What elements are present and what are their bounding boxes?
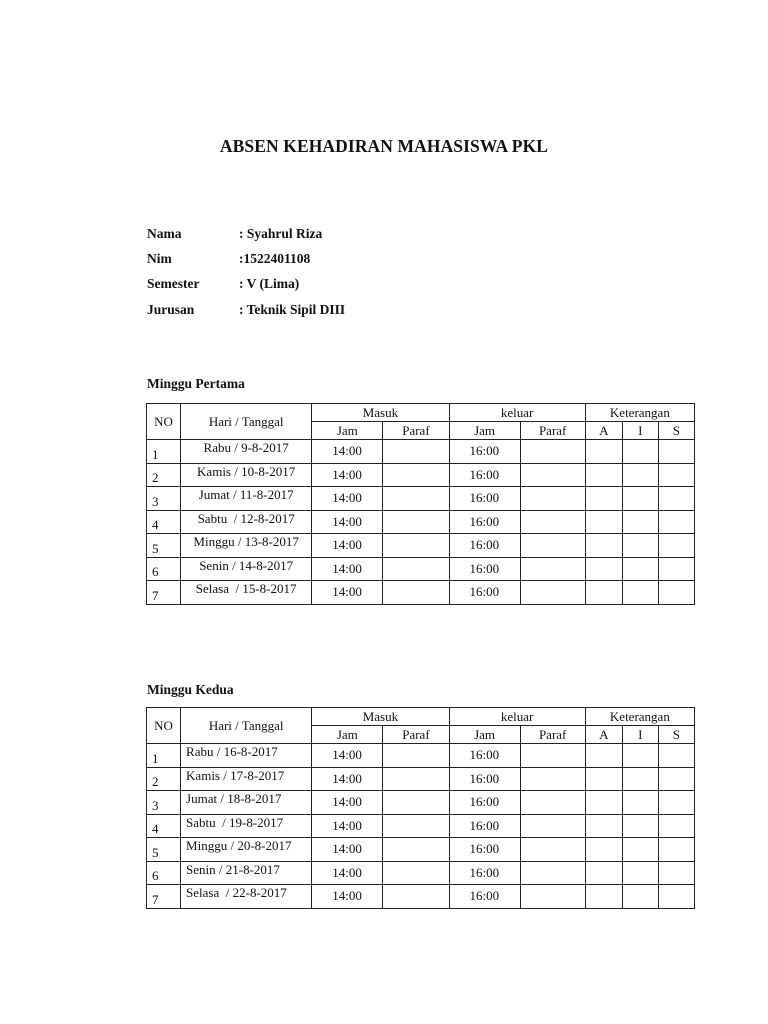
table-row [147, 861, 695, 885]
col-header-keluar-paraf: Paraf [520, 726, 585, 744]
col-header-a: A [585, 422, 622, 440]
row-s [658, 744, 694, 768]
row-out-signature [520, 861, 585, 885]
row-in-time: 14:00 [312, 744, 383, 768]
table-header-row [147, 404, 695, 422]
row-date: Rabu / 16-8-2017 [181, 744, 312, 768]
row-in-time: 14:00 [312, 861, 383, 885]
row-a [585, 744, 622, 768]
row-s [658, 581, 694, 605]
row-s [658, 487, 694, 511]
table-row [147, 814, 695, 838]
row-out-signature [520, 487, 585, 511]
table-row [147, 791, 695, 815]
row-in-signature [383, 463, 449, 487]
row-no: 2 [147, 767, 181, 791]
table-row [147, 487, 695, 511]
info-label: Nim [147, 251, 172, 266]
col-header-s: S [658, 726, 694, 744]
row-date: Jumat / 11-8-2017 [181, 487, 312, 511]
row-i [622, 838, 658, 862]
row-out-signature [520, 440, 585, 464]
row-out-time: 16:00 [449, 510, 520, 534]
row-i [622, 534, 658, 558]
week-1-heading: Minggu Pertama [147, 376, 245, 391]
row-out-time: 16:00 [449, 814, 520, 838]
row-date: Minggu / 13-8-2017 [181, 534, 312, 558]
row-in-signature [383, 534, 449, 558]
table-row [147, 534, 695, 558]
row-out-time: 16:00 [449, 838, 520, 862]
row-a [585, 557, 622, 581]
table-row [147, 557, 695, 581]
col-header-keluar-jam: Jam [449, 726, 520, 744]
row-in-time: 14:00 [312, 581, 383, 605]
table-row [147, 463, 695, 487]
row-s [658, 510, 694, 534]
col-header-masuk: Masuk [312, 708, 449, 726]
row-i [622, 814, 658, 838]
col-header-masuk-jam: Jam [312, 726, 383, 744]
table-row [147, 744, 695, 768]
row-in-time: 14:00 [312, 487, 383, 511]
table-row [147, 581, 695, 605]
row-out-time: 16:00 [449, 744, 520, 768]
info-value: : V (Lima) [239, 276, 300, 291]
row-i [622, 487, 658, 511]
row-a [585, 534, 622, 558]
row-out-signature [520, 581, 585, 605]
week-2-heading: Minggu Kedua [147, 682, 234, 697]
row-out-signature [520, 767, 585, 791]
col-header-i: I [622, 422, 658, 440]
row-s [658, 767, 694, 791]
row-in-time: 14:00 [312, 463, 383, 487]
row-i [622, 510, 658, 534]
info-value: : Syahrul Riza [239, 226, 323, 241]
row-out-time: 16:00 [449, 861, 520, 885]
row-no: 4 [147, 814, 181, 838]
row-no: 6 [147, 557, 181, 581]
row-date: Sabtu / 19-8-2017 [181, 814, 312, 838]
table-row [147, 440, 695, 464]
row-in-signature [383, 487, 449, 511]
row-in-signature [383, 581, 449, 605]
row-s [658, 885, 694, 909]
row-i [622, 463, 658, 487]
row-in-time: 14:00 [312, 440, 383, 464]
row-a [585, 885, 622, 909]
info-value: : Teknik Sipil DIII [239, 302, 346, 317]
row-in-time: 14:00 [312, 791, 383, 815]
row-a [585, 487, 622, 511]
col-header-masuk-paraf: Paraf [383, 422, 449, 440]
row-out-time: 16:00 [449, 463, 520, 487]
row-in-signature [383, 440, 449, 464]
row-i [622, 744, 658, 768]
row-out-signature [520, 791, 585, 815]
table-row [147, 767, 695, 791]
row-a [585, 791, 622, 815]
info-label: Semester [147, 276, 200, 291]
row-out-time: 16:00 [449, 767, 520, 791]
col-header-keluar: keluar [449, 708, 585, 726]
row-date: Senin / 14-8-2017 [181, 557, 312, 581]
row-out-signature [520, 557, 585, 581]
row-a [585, 767, 622, 791]
col-header-keluar-paraf: Paraf [520, 422, 585, 440]
row-in-time: 14:00 [312, 885, 383, 909]
row-i [622, 581, 658, 605]
row-s [658, 838, 694, 862]
col-header-day-date: Hari / Tanggal [181, 708, 312, 744]
row-out-signature [520, 510, 585, 534]
row-in-signature [383, 744, 449, 768]
row-no: 6 [147, 861, 181, 885]
col-header-no: NO [147, 708, 181, 744]
table-header-row [147, 708, 695, 726]
row-s [658, 534, 694, 558]
row-out-time: 16:00 [449, 534, 520, 558]
col-header-keterangan: Keterangan [585, 404, 694, 422]
row-a [585, 814, 622, 838]
row-in-signature [383, 861, 449, 885]
row-no: 2 [147, 463, 181, 487]
page-title: ABSEN KEHADIRAN MAHASISWA PKL [219, 136, 549, 156]
row-in-signature [383, 510, 449, 534]
row-in-signature [383, 814, 449, 838]
row-date: Kamis / 17-8-2017 [181, 767, 312, 791]
col-header-a: A [585, 726, 622, 744]
row-in-signature [383, 557, 449, 581]
col-header-s: S [658, 422, 694, 440]
row-in-signature [383, 838, 449, 862]
row-date: Selasa / 15-8-2017 [181, 581, 312, 605]
row-i [622, 557, 658, 581]
col-header-i: I [622, 726, 658, 744]
row-out-signature [520, 814, 585, 838]
row-in-time: 14:00 [312, 814, 383, 838]
table-row [147, 510, 695, 534]
row-i [622, 885, 658, 909]
row-in-time: 14:00 [312, 767, 383, 791]
row-a [585, 581, 622, 605]
row-s [658, 440, 694, 464]
row-s [658, 791, 694, 815]
row-date: Kamis / 10-8-2017 [181, 463, 312, 487]
row-no: 3 [147, 791, 181, 815]
row-no: 5 [147, 838, 181, 862]
row-out-time: 16:00 [449, 885, 520, 909]
row-out-time: 16:00 [449, 557, 520, 581]
attendance-table-week-2 [146, 707, 695, 909]
row-date: Minggu / 20-8-2017 [181, 838, 312, 862]
row-out-signature [520, 744, 585, 768]
row-a [585, 440, 622, 464]
row-date: Senin / 21-8-2017 [181, 861, 312, 885]
row-i [622, 767, 658, 791]
row-a [585, 838, 622, 862]
col-header-day-date: Hari / Tanggal [181, 404, 312, 440]
row-out-signature [520, 463, 585, 487]
row-no: 3 [147, 487, 181, 511]
row-s [658, 557, 694, 581]
row-in-time: 14:00 [312, 534, 383, 558]
row-out-signature [520, 885, 585, 909]
row-out-time: 16:00 [449, 440, 520, 464]
col-header-no: NO [147, 404, 181, 440]
col-header-keluar-jam: Jam [449, 422, 520, 440]
row-no: 7 [147, 885, 181, 909]
row-out-time: 16:00 [449, 791, 520, 815]
info-value: :1522401108 [239, 251, 311, 266]
row-in-time: 14:00 [312, 838, 383, 862]
row-out-signature [520, 838, 585, 862]
row-date: Selasa / 22-8-2017 [181, 885, 312, 909]
attendance-table-week-1 [146, 403, 695, 605]
row-no: 7 [147, 581, 181, 605]
row-a [585, 463, 622, 487]
row-i [622, 791, 658, 815]
info-label: Jurusan [147, 302, 195, 317]
col-header-masuk: Masuk [312, 404, 449, 422]
row-date: Sabtu / 12-8-2017 [181, 510, 312, 534]
row-in-signature [383, 767, 449, 791]
info-label: Nama [147, 226, 182, 241]
row-s [658, 463, 694, 487]
col-header-masuk-paraf: Paraf [383, 726, 449, 744]
row-i [622, 861, 658, 885]
row-in-time: 14:00 [312, 510, 383, 534]
row-out-signature [520, 534, 585, 558]
row-out-time: 16:00 [449, 487, 520, 511]
row-i [622, 440, 658, 464]
table-row [147, 838, 695, 862]
row-a [585, 510, 622, 534]
row-in-signature [383, 885, 449, 909]
row-s [658, 861, 694, 885]
row-date: Jumat / 18-8-2017 [181, 791, 312, 815]
row-no: 1 [147, 744, 181, 768]
row-date: Rabu / 9-8-2017 [181, 440, 312, 464]
col-header-keterangan: Keterangan [585, 708, 694, 726]
row-no: 1 [147, 440, 181, 464]
row-in-signature [383, 791, 449, 815]
col-header-keluar: keluar [449, 404, 585, 422]
row-no: 5 [147, 534, 181, 558]
row-out-time: 16:00 [449, 581, 520, 605]
row-in-time: 14:00 [312, 557, 383, 581]
table-row [147, 885, 695, 909]
col-header-masuk-jam: Jam [312, 422, 383, 440]
row-s [658, 814, 694, 838]
row-a [585, 861, 622, 885]
row-no: 4 [147, 510, 181, 534]
